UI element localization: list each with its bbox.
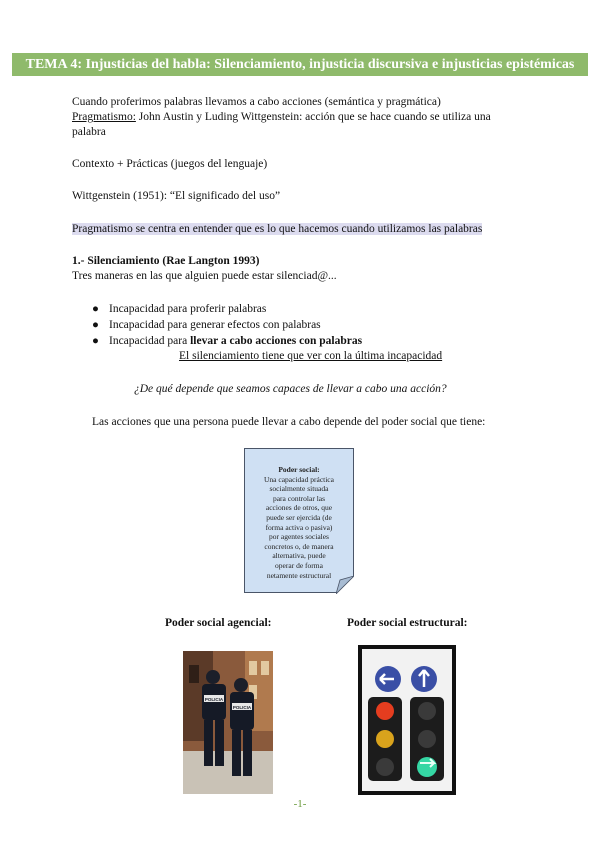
vest-label: POLICIA bbox=[204, 697, 224, 702]
bullet-text: Incapacidad para bbox=[109, 335, 191, 347]
bullet-text: Incapacidad para proferir palabras bbox=[109, 303, 267, 315]
chapter-title-banner: TEMA 4: Injusticias del habla: Silenciamiento, injusticia discursiva e injusticias epistémicas bbox=[12, 53, 588, 76]
highlighted-statement bbox=[72, 222, 482, 237]
definition-line: netamente estructural bbox=[266, 570, 332, 580]
bullet-icon: ● bbox=[92, 319, 99, 331]
definition-line: para controlar las bbox=[272, 493, 326, 503]
section-heading: 1.- Silenciamiento (Rae Langton 1993) bbox=[72, 255, 260, 267]
definition-line: Una capacidad práctica bbox=[264, 474, 334, 484]
page-number: -1- bbox=[293, 798, 307, 810]
definition-box bbox=[244, 448, 354, 593]
bullet-text: Incapacidad para generar efectos con palabras bbox=[109, 319, 321, 331]
definition-line: concretos o, de manera bbox=[264, 541, 334, 551]
pragmatismo-line bbox=[72, 110, 491, 125]
wittgenstein-line: Wittgenstein (1951): “El significado del uso” bbox=[72, 190, 281, 202]
pragmatismo-text: John Austin y Luding Wittgenstein: acción que se hace cuando se utiliza una bbox=[135, 111, 491, 123]
highlight-text: Pragmatismo se centra en entender que es lo que hacemos cuando utilizamos las palabras bbox=[72, 223, 483, 235]
bullet-bold-text: llevar a cabo acciones con palabras bbox=[190, 335, 363, 347]
vest-label: POLICIA bbox=[232, 705, 252, 710]
definition-line: forma activa o pasiva) bbox=[265, 522, 333, 532]
definition-line: por agentes sociales bbox=[269, 532, 329, 542]
definition-line: operar de forma bbox=[275, 560, 323, 570]
pragmatismo-label: Pragmatismo: bbox=[72, 111, 136, 123]
bullet-item bbox=[92, 334, 362, 349]
section-lead: Tres maneras en las que alguien puede estar silenciad@... bbox=[72, 270, 337, 282]
intro-line: Cuando proferimos palabras llevamos a cabo acciones (semántica y pragmática) bbox=[72, 96, 441, 108]
pragmatismo-continuation: palabra bbox=[72, 126, 106, 138]
definition-title: Poder social: bbox=[278, 465, 320, 474]
bullet-icon: ● bbox=[92, 335, 99, 347]
police-officers-image bbox=[183, 651, 273, 794]
caption-estructural: Poder social estructural: bbox=[347, 617, 468, 629]
definition-line: socialmente situada bbox=[269, 484, 329, 494]
guiding-question: ¿De qué depende que seamos capaces de llevar a cabo una acción? bbox=[134, 383, 447, 395]
definition-line: alternativa, puede bbox=[272, 551, 326, 561]
contexto-line: Contexto + Prácticas (juegos del lenguaje) bbox=[72, 158, 268, 170]
silenciamiento-note: El silenciamiento tiene que ver con la última incapacidad bbox=[179, 350, 443, 362]
traffic-light-image bbox=[358, 645, 456, 795]
bullet-item bbox=[92, 302, 266, 317]
answer-line: Las acciones que una persona puede llevar a cabo depende del poder social que tiene: bbox=[92, 416, 486, 428]
definition-line: puede ser ejercida (de bbox=[266, 512, 332, 522]
bullet-icon: ● bbox=[92, 303, 99, 315]
caption-agencial: Poder social agencial: bbox=[165, 617, 272, 629]
bullet-item bbox=[92, 318, 321, 333]
page-fold-icon bbox=[336, 576, 354, 594]
definition-line: acciones de otros, que bbox=[265, 503, 333, 513]
